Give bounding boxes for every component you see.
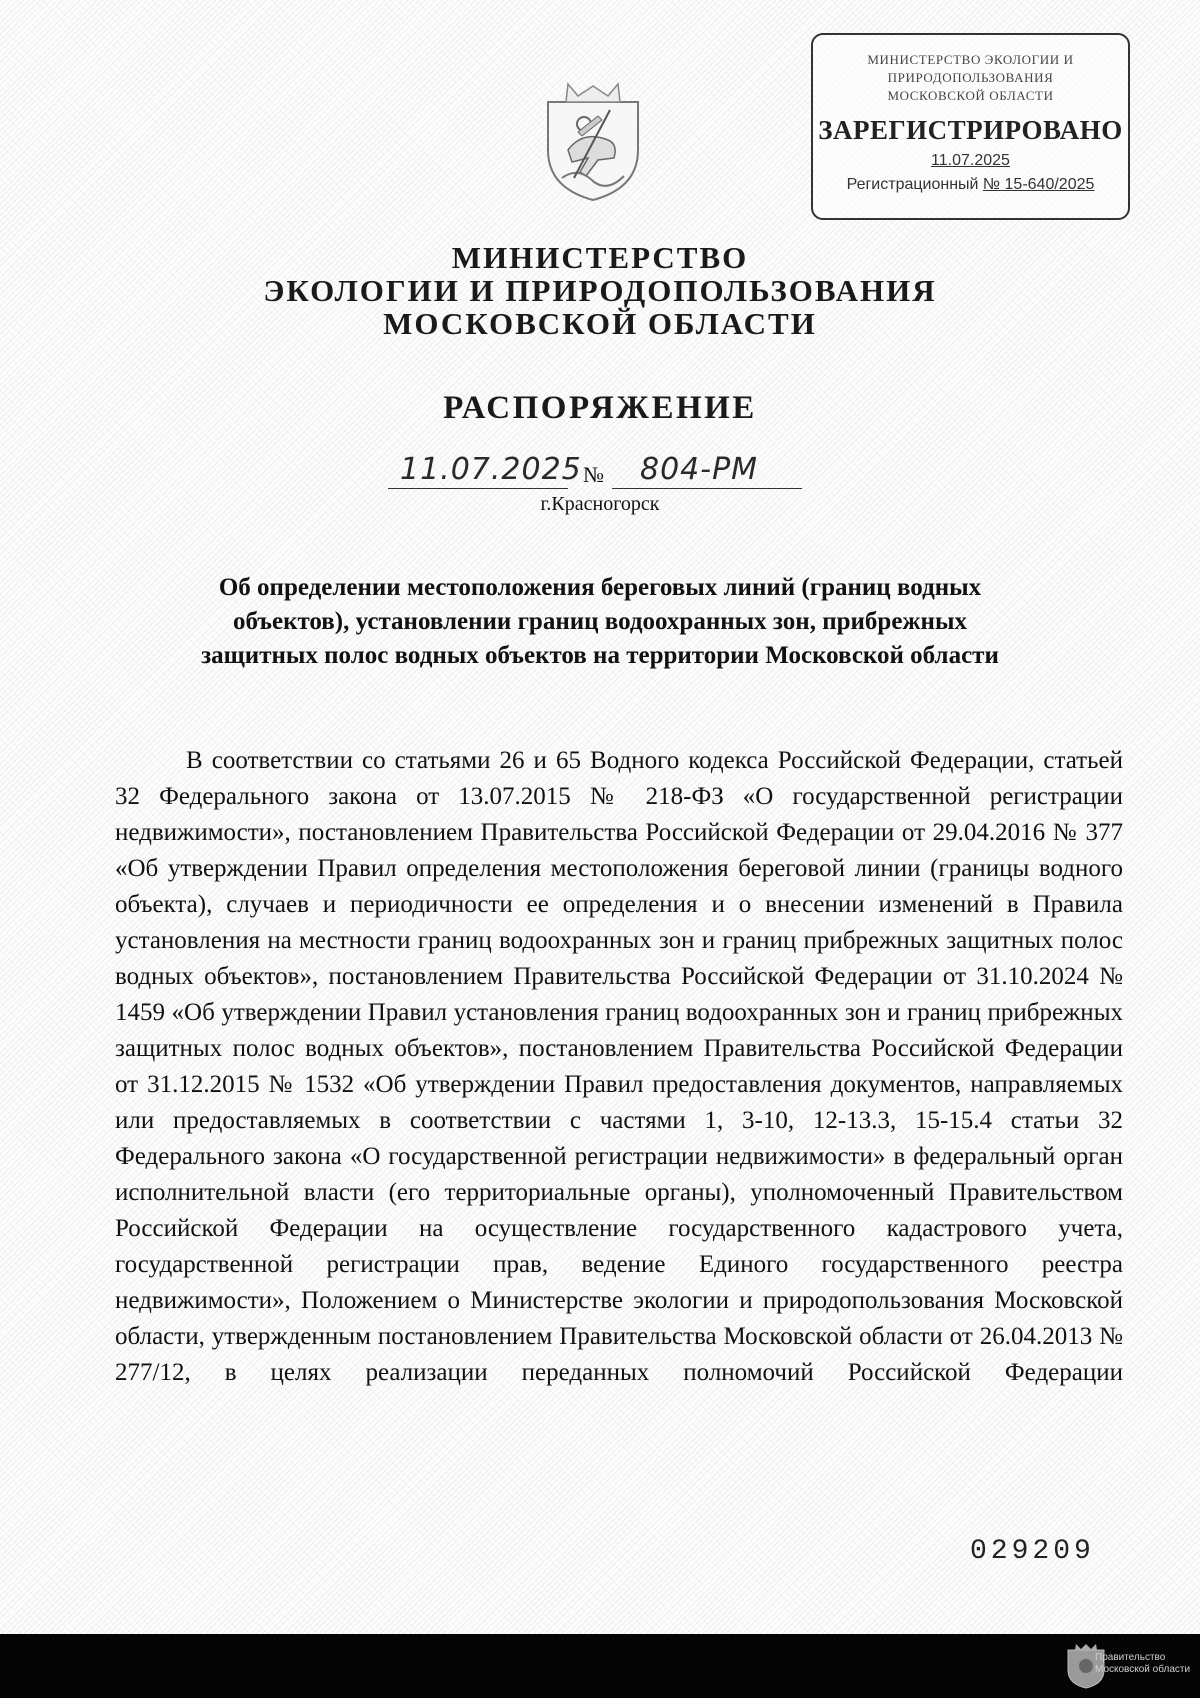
stamp-status: ЗАРЕГИСТРИРОВАНО xyxy=(818,115,1123,145)
date-underline xyxy=(388,488,568,489)
number-underline xyxy=(612,488,802,489)
stamp-registration-number: № 15-640/2025 xyxy=(982,176,1095,193)
registration-stamp xyxy=(811,33,1130,220)
handwritten-date: 11.07.2025 xyxy=(400,452,582,487)
order-title: Об определении местоположения береговых линий (границ водных объектов), установлении границ водоохранных зон, прибрежных защитных полос водных объектов на территории Московской области xyxy=(201,574,999,669)
stamp-date: 11.07.2025 xyxy=(931,152,1010,169)
moscow-oblast-coat-of-arms-icon xyxy=(538,80,648,204)
ministry-name-line1: МИНИСТЕРСТВО xyxy=(451,240,749,275)
stamp-organization: МИНИСТЕРСТВО ЭКОЛОГИИ И ПРИРОДОПОЛЬЗОВАНИЯ МОСКОВСКОЙ ОБЛАСТИ xyxy=(867,52,1074,103)
body-paragraph: В соответствии со статьями 26 и 65 Водного кодекса Российской Федерации, статьей 32 Федерального закона от 13.07.2015 № 218-ФЗ «О государственной регистрации недвижимости», постановлением Правительства Российской Федерации от 29.04.2016 № 377 «Об утверждении Правил определения местоположения береговой линии (границы водного объекта), случаев и периодичности ее определения и о внесении изменений в Правила установления на местности границ водоохранных зон и границ прибрежных защитных полос водных объектов», постановлением Правительства Российской Федерации от 31.10.2024 № 1459 «Об утверждении Правил установления границ водоохранных зон и границ прибрежных защитных полос водных объектов», постановлением Правительства Российской Федерации от 31.12.2015 № 1532 «Об утверждении Правил предоставления документов, направляемых или предоставляемых в соответствии с частями 1, 3-10, 12-13.3, 15-15.4 статьи 32 Федерального закона «О государственной регистрации недвижимости» в федеральный орган исполнительной власти (его территориальные органы), уполномоченный Правительством Российской Федерации на осуществление государственного кадастрового учета, государственной регистрации прав, ведение Единого государственного реестра недвижимости», Положением о Министерстве экологии и природопользования Московской области, утвержденным постановлением Правительства Московской области от 26.04.2013 № 277/12, в целях реализации переданных полномочий Российской Федерации xyxy=(115,747,1123,1386)
document-type: РАСПОРЯЖЕНИЕ xyxy=(443,390,757,426)
ministry-name-line2: ЭКОЛОГИИ И ПРИРОДОПОЛЬЗОВАНИЯ xyxy=(263,273,937,308)
stamp-registration xyxy=(813,176,1128,194)
city: г.Красногорск xyxy=(540,493,660,515)
stamp-registration-label: Регистрационный xyxy=(846,176,983,193)
footer-bar xyxy=(0,1634,1200,1698)
number-sign: № xyxy=(583,462,604,487)
footer-label: Правительство Московской области xyxy=(1095,1652,1191,1675)
order-body xyxy=(115,743,1123,1391)
serial-number: 029209 xyxy=(970,1536,1095,1567)
ministry-name-line3: МОСКОВСКОЙ ОБЛАСТИ xyxy=(383,306,817,341)
handwritten-number: 804-РМ xyxy=(640,452,759,487)
